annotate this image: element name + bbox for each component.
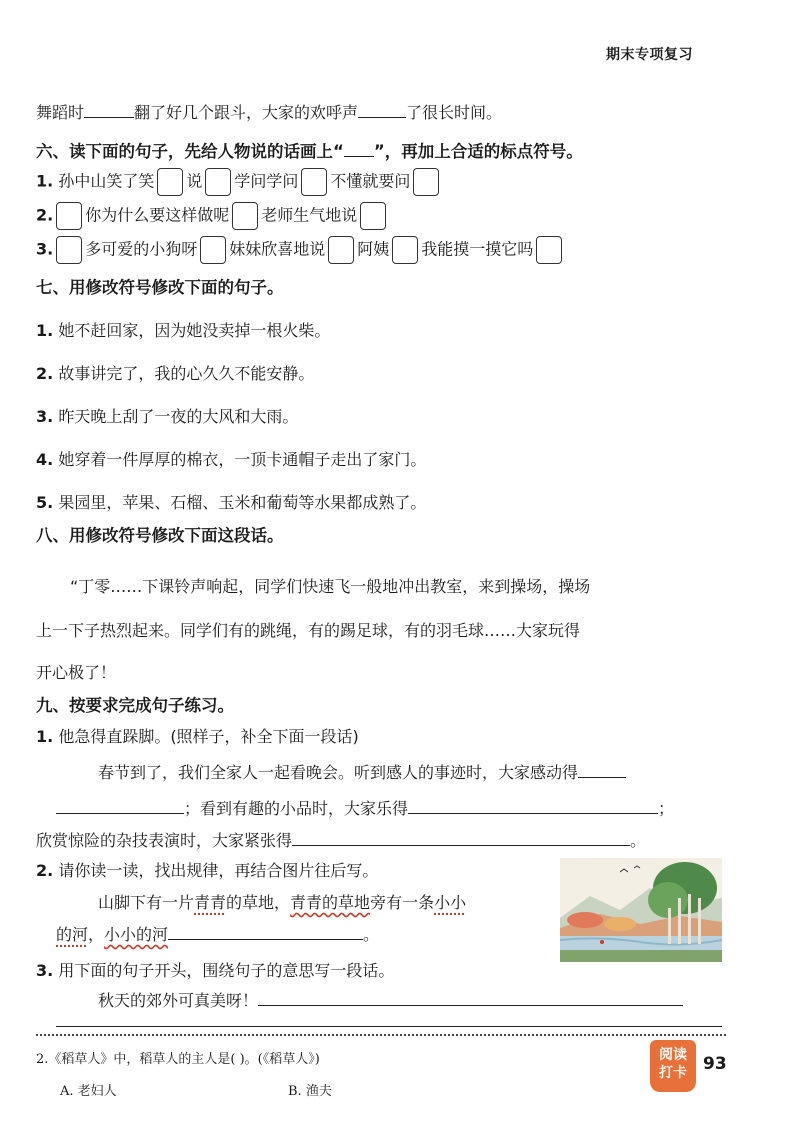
- top-line-text-c: 了很长时间。: [406, 103, 503, 122]
- punct-box[interactable]: [200, 236, 226, 264]
- q-text: 他急得直跺脚。(照样子，补全下面一段话): [58, 727, 359, 746]
- answer-blank[interactable]: [168, 923, 363, 940]
- q-text: 她不赶回家，因为她没卖掉一根火柴。: [58, 321, 331, 340]
- q-text: 春节到了，我们全家人一起看晚会。听到感人的事迹时，大家感动得: [98, 763, 579, 782]
- section-7-title: 七、用修改符号修改下面的句子。: [36, 278, 284, 297]
- punct-box[interactable]: [56, 236, 82, 264]
- footer-divider: [36, 1034, 726, 1036]
- badge-label: 阅读打卡: [659, 1047, 687, 1081]
- q-text: 她穿着一件厚厚的棉衣，一顶卡通帽子走出了家门。: [58, 450, 427, 469]
- sec9-q1-prompt: [36, 724, 359, 747]
- q-text: 孙中山笑了笑: [58, 171, 155, 191]
- q-text: ，: [88, 925, 105, 944]
- sec9-q1-line3: [36, 828, 646, 851]
- q-text: 旁有一条: [370, 893, 435, 912]
- answer-blank[interactable]: [56, 797, 184, 814]
- punct-box[interactable]: [360, 202, 386, 230]
- q-number: 1.: [36, 727, 54, 746]
- dotted-word: 青青: [194, 893, 227, 912]
- q-text: 说: [186, 171, 203, 191]
- section-8-title: 八、用修改符号修改下面这段话。: [36, 526, 284, 545]
- punct-box[interactable]: [205, 168, 231, 196]
- punct-box[interactable]: [56, 202, 82, 230]
- sec7-item: [36, 404, 298, 427]
- q-number: 2.: [36, 364, 54, 383]
- q-text: 你为什么要这样做呢: [85, 205, 230, 225]
- punct-box[interactable]: [157, 168, 183, 196]
- q-text: 不懂就要问: [330, 171, 411, 191]
- section-9-title: 九、按要求完成句子练习。: [36, 696, 234, 715]
- punct-box[interactable]: [413, 168, 439, 196]
- q-text: 秋天的郊外可真美呀！: [98, 991, 259, 1010]
- q-text: ；: [658, 799, 675, 818]
- punct-box[interactable]: [392, 236, 418, 264]
- section-6-title: [36, 138, 583, 162]
- section-6-title-end: ”，再加上合适的标点符号。: [373, 142, 583, 161]
- sec7-item: [36, 318, 330, 341]
- punct-box[interactable]: [328, 236, 354, 264]
- punct-box[interactable]: [301, 168, 327, 196]
- footer-option-a: A. 老妇人: [60, 1084, 117, 1099]
- sec9-q1-line1: [98, 760, 626, 783]
- footer-option-b: B. 渔夫: [288, 1084, 332, 1099]
- answer-blank[interactable]: [408, 797, 658, 814]
- wavy-phrase: 青青的草地: [290, 893, 371, 912]
- answer-blank[interactable]: [578, 761, 626, 778]
- q-text: 我能摸一摸它吗: [421, 239, 534, 259]
- dotted-word: 的河: [56, 925, 89, 944]
- q-number: 2.: [36, 205, 54, 225]
- top-blank-1[interactable]: [84, 101, 134, 118]
- q-text: 山脚下有一片: [98, 893, 195, 912]
- top-fill-line: [36, 100, 502, 123]
- page-header-title: 期末专项复习: [606, 47, 693, 63]
- footer-question: 2.《稻草人》中，稻草人的主人是( )。(《稻草人》): [36, 1052, 320, 1067]
- sec9-q3-start: [98, 988, 683, 1011]
- top-blank-2[interactable]: [358, 101, 406, 118]
- answer-blank[interactable]: [258, 989, 683, 1006]
- q-number: 3.: [36, 407, 54, 426]
- paragraph-line: “丁零……下课铃声响起，同学们快速飞一般地冲出教室，来到操场，操场: [70, 577, 591, 596]
- top-line-text-a: 舞蹈时: [36, 103, 85, 122]
- q-number: 4.: [36, 450, 54, 469]
- q-number: 1.: [36, 321, 54, 340]
- q-text: 妹妹欣喜地说: [229, 239, 326, 259]
- sec9-q1-line2: [36, 796, 674, 819]
- sec9-q2-line2: [56, 922, 379, 945]
- q-text: 的草地，: [226, 893, 291, 912]
- q-number: 5.: [36, 493, 54, 512]
- paragraph-line: 上一下子热烈起来。同学们有的跳绳，有的踢足球，有的羽毛球……大家玩得: [36, 621, 581, 640]
- sec9-q3-prompt: [36, 958, 394, 981]
- q-number: 3.: [36, 961, 54, 980]
- top-line-text-b: 翻了好几个跟斗，大家的欢呼声: [134, 103, 359, 122]
- sec7-item: [36, 361, 314, 384]
- q-number: 2.: [36, 861, 54, 880]
- q-text: 欣赏惊险的杂技表演时，大家紧张得: [36, 831, 293, 850]
- answer-blank[interactable]: [292, 829, 630, 846]
- landscape-illustration: [560, 858, 722, 962]
- section-6-title-start: 六、读下面的句子，先给人物说的话画上“: [36, 142, 344, 161]
- answer-line[interactable]: [56, 1026, 722, 1027]
- page-number: 93: [703, 1054, 727, 1074]
- q-text: 。: [363, 925, 380, 944]
- sec6-q2: [36, 202, 389, 230]
- q-text: 。: [630, 831, 647, 850]
- sec7-item: [36, 447, 426, 470]
- sec9-q2-line1: [98, 890, 466, 913]
- reading-checkin-badge: [650, 1040, 696, 1092]
- q-text: 阿姨: [357, 239, 390, 259]
- q-text: 昨天晚上刮了一夜的大风和大雨。: [58, 407, 299, 426]
- q-text: 请你读一读，找出规律，再结合图片往后写。: [58, 861, 379, 880]
- q-text: 故事讲完了，我的心久久不能安静。: [58, 364, 315, 383]
- paragraph-line: 开心极了！: [36, 663, 117, 682]
- wavy-phrase: 小小的河: [104, 925, 169, 944]
- q-number: 1.: [36, 171, 54, 191]
- dotted-word: 小小: [434, 893, 467, 912]
- q-text: ；看到有趣的小品时，大家乐得: [184, 799, 409, 818]
- q-text: 多可爱的小狗呀: [85, 239, 198, 259]
- q-number: 3.: [36, 239, 54, 259]
- sec9-q2-prompt: [36, 858, 378, 881]
- q-text: 用下面的句子开头，围绕句子的意思写一段话。: [58, 961, 395, 980]
- quote-blank: [344, 140, 374, 158]
- q-text: 果园里，苹果、石榴、玉米和葡萄等水果都成熟了。: [58, 493, 427, 512]
- q-text: 学问学问: [234, 171, 299, 191]
- sec6-q3: [36, 236, 565, 264]
- sec6-q1: [36, 168, 442, 196]
- punct-box[interactable]: [232, 202, 258, 230]
- sec7-item: [36, 490, 426, 513]
- q-text: 老师生气地说: [261, 205, 358, 225]
- punct-box[interactable]: [536, 236, 562, 264]
